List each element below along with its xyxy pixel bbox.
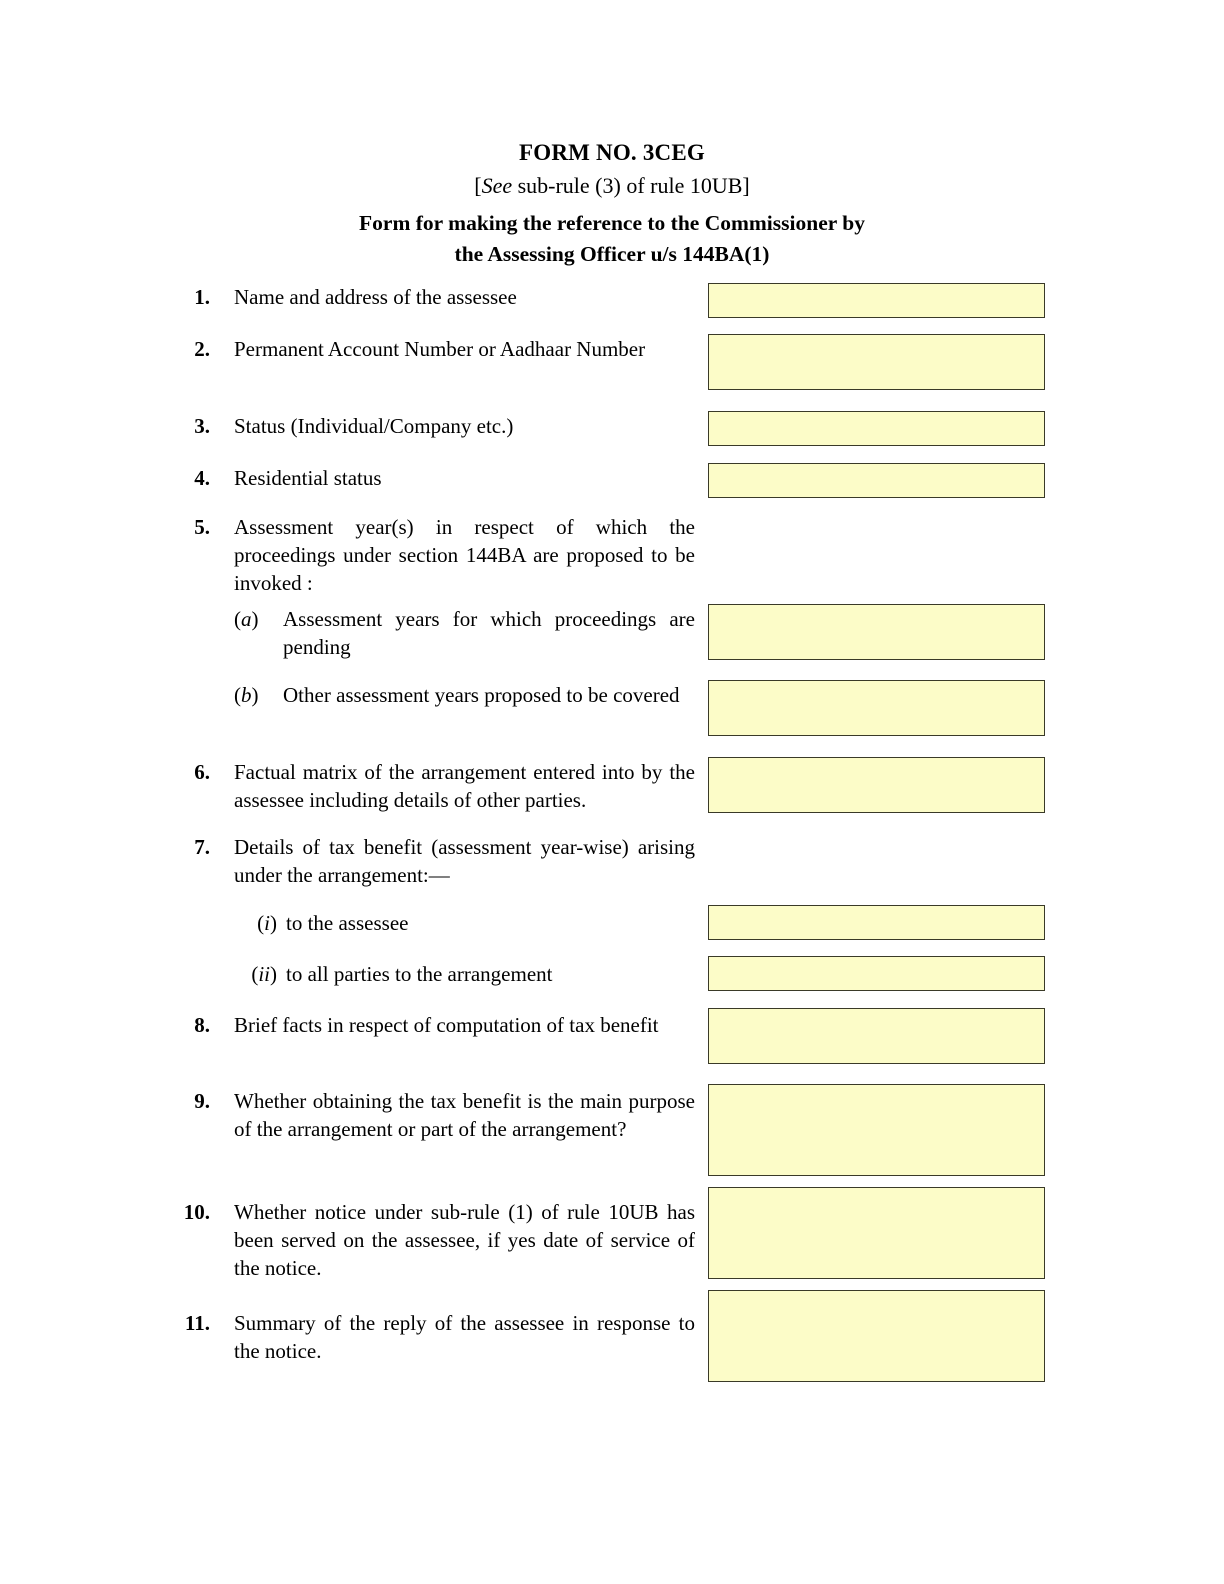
paren-open: ( bbox=[234, 607, 241, 631]
item-number-8: 8. bbox=[194, 1013, 210, 1037]
field-1[interactable] bbox=[708, 283, 1045, 318]
paren-open: ( bbox=[257, 911, 265, 935]
subitem-letter: a bbox=[241, 607, 252, 631]
field-2[interactable] bbox=[708, 334, 1045, 390]
subitem-label-5b bbox=[234, 681, 278, 709]
subitem-text-7i: to the assessee bbox=[286, 911, 409, 935]
item-label-2: Permanent Account Number or Aadhaar Number bbox=[234, 337, 646, 361]
item-number-5: 5. bbox=[194, 515, 210, 539]
form-subtitle-line1: Form for making the reference to the Commissioner by bbox=[359, 211, 865, 235]
item-label-11: Summary of the reply of the assessee in response to the notice. bbox=[234, 1311, 695, 1363]
field-3[interactable] bbox=[708, 411, 1045, 446]
item-label-7: Details of tax benefit (assessment year-wise) arising under the arrangement:— bbox=[234, 835, 695, 887]
form-number-title: FORM NO. 3CEG bbox=[519, 140, 705, 165]
field-7ii[interactable] bbox=[708, 956, 1045, 991]
subitem-text-5b: Other assessment years proposed to be covered bbox=[283, 683, 680, 707]
paren-close: ) bbox=[270, 911, 277, 935]
rule-text: sub-rule (3) of rule 10UB] bbox=[512, 173, 750, 198]
field-7i[interactable] bbox=[708, 905, 1045, 940]
paren-open: ( bbox=[251, 962, 259, 986]
item-number-9: 9. bbox=[194, 1089, 210, 1113]
subitem-roman: ii bbox=[258, 962, 270, 986]
field-9[interactable] bbox=[708, 1084, 1045, 1176]
item-number-10: 10. bbox=[183, 1200, 210, 1224]
item-label-4: Residential status bbox=[234, 466, 382, 490]
item-label-10: Whether notice under sub-rule (1) of rule 10UB has been served on the assessee, if yes date of service of the notice. bbox=[234, 1200, 695, 1280]
bracket-open: [ bbox=[474, 173, 482, 198]
item-number-4: 4. bbox=[194, 466, 210, 490]
form-header bbox=[0, 138, 1224, 270]
subitem-label-7i bbox=[228, 909, 277, 937]
field-11[interactable] bbox=[708, 1290, 1045, 1382]
field-4[interactable] bbox=[708, 463, 1045, 498]
item-label-5: Assessment year(s) in respect of which the proceedings under section 144BA are proposed to be invoked : bbox=[234, 515, 695, 595]
paren-close: ) bbox=[251, 683, 259, 707]
subitem-roman: i bbox=[264, 911, 270, 935]
item-number-11: 11. bbox=[184, 1311, 210, 1335]
item-label-1: Name and address of the assessee bbox=[234, 285, 517, 309]
paren-close: ) bbox=[270, 962, 277, 986]
item-number-1: 1. bbox=[194, 285, 210, 309]
field-10[interactable] bbox=[708, 1187, 1045, 1279]
subitem-letter: b bbox=[241, 683, 252, 707]
item-number-6: 6. bbox=[194, 760, 210, 784]
form-subtitle-line2: the Assessing Officer u/s 144BA(1) bbox=[454, 242, 770, 266]
field-6[interactable] bbox=[708, 757, 1045, 813]
item-number-7: 7. bbox=[194, 835, 210, 859]
subitem-text-5a: Assessment years for which proceedings are pending bbox=[283, 607, 695, 659]
paren-open: ( bbox=[234, 683, 241, 707]
paren-close: ) bbox=[251, 607, 259, 631]
form-rule-reference bbox=[0, 168, 1224, 204]
subitem-label-7ii bbox=[228, 960, 277, 988]
field-8[interactable] bbox=[708, 1008, 1045, 1064]
item-label-8: Brief facts in respect of computation of tax benefit bbox=[234, 1013, 659, 1037]
item-label-9: Whether obtaining the tax benefit is the main purpose of the arrangement or part of the arrangement? bbox=[234, 1089, 695, 1141]
item-label-3: Status (Individual/Company etc.) bbox=[234, 414, 514, 438]
field-5a[interactable] bbox=[708, 604, 1045, 660]
subitem-text-7ii: to all parties to the arrangement bbox=[286, 962, 553, 986]
subitem-label-5a bbox=[234, 605, 278, 633]
field-5b[interactable] bbox=[708, 680, 1045, 736]
see-word: See bbox=[481, 173, 513, 198]
item-number-2: 2. bbox=[194, 337, 210, 361]
item-label-6: Factual matrix of the arrangement entered into by the assessee including details of other parties. bbox=[234, 760, 695, 812]
item-number-3: 3. bbox=[194, 414, 210, 438]
